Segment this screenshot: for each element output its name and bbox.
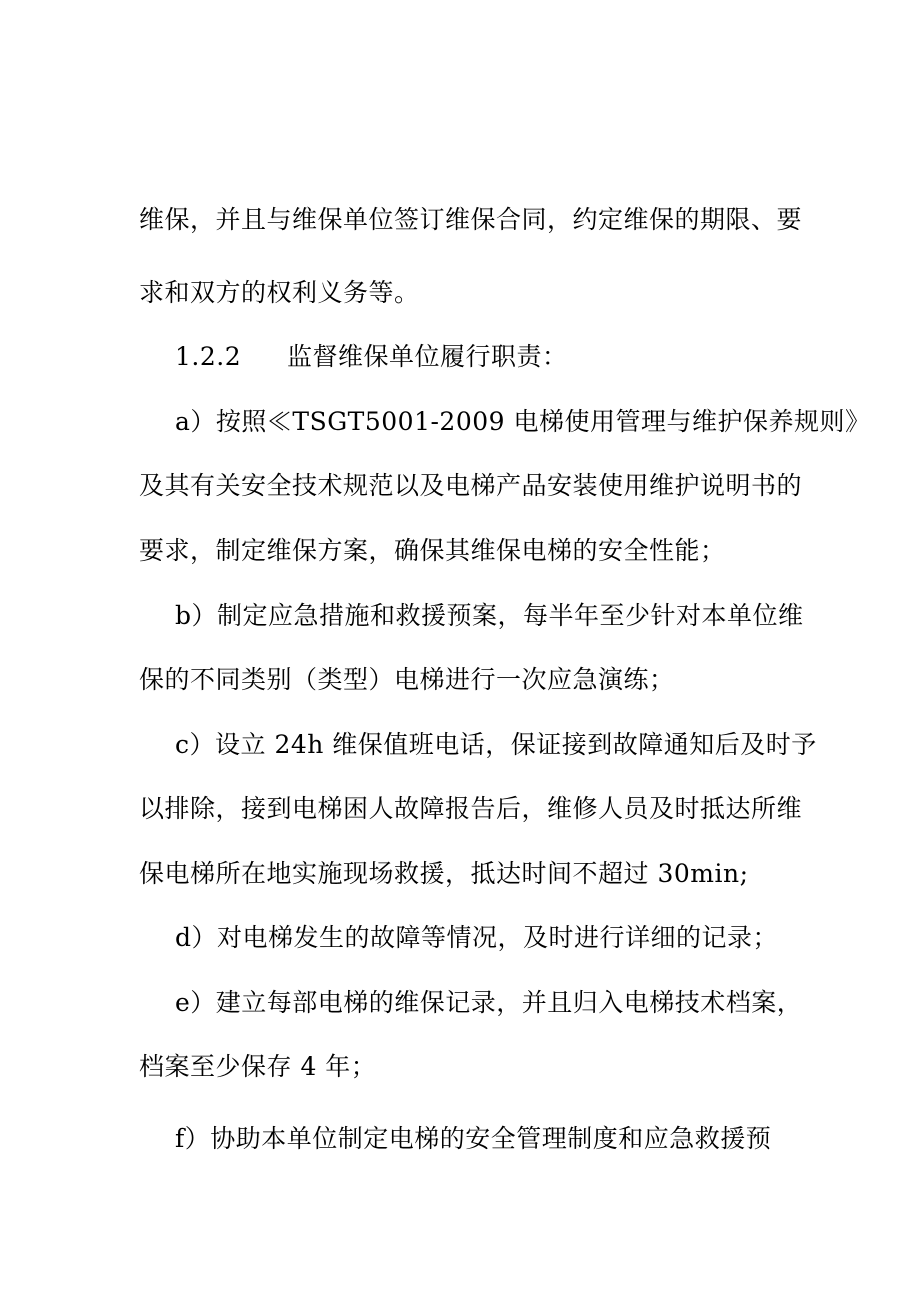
paragraph-line: 保电梯所在地实施现场救援，抵达时间不超过 30min;: [139, 859, 749, 888]
paragraph-line: 求和双方的权利义务等。: [139, 278, 420, 307]
section-heading: [175, 342, 568, 372]
list-item-e-line: e）建立每部电梯的维保记录，并且归入电梯技术档案，: [175, 988, 803, 1017]
section-number: 1.2.2: [175, 342, 242, 371]
section-title: 监督维保单位履行职责：: [287, 342, 568, 371]
list-item-c-line: c）设立 24h 维保值班电话，保证接到故障通知后及时予: [175, 730, 817, 759]
paragraph-line: 及其有关安全技术规范以及电梯产品安装使用维护说明书的: [139, 471, 803, 500]
paragraph-line: 以排除，接到电梯困人故障报告后，维修人员及时抵达所维: [139, 794, 803, 823]
list-item-a-line: a）按照≪TSGT5001-2009 电梯使用管理与维护保养规则》: [175, 407, 871, 436]
paragraph-line: 档案至少保存 4 年；: [139, 1052, 377, 1081]
paragraph-line: 维保，并且与维保单位签订维保合同，约定维保的期限、要: [139, 205, 803, 234]
list-item-f-line: f）协助本单位制定电梯的安全管理制度和应急救援预: [175, 1124, 772, 1153]
paragraph-line: 要求，制定维保方案，确保其维保电梯的安全性能；: [139, 536, 726, 565]
list-item-b-line: b）制定应急措施和救援预案，每半年至少针对本单位维: [175, 601, 804, 630]
list-item-d-line: d）对电梯发生的故障等情况，及时进行详细的记录；: [175, 923, 779, 952]
paragraph-line: 保的不同类别（类型）电梯进行一次应急演练；: [139, 665, 675, 694]
